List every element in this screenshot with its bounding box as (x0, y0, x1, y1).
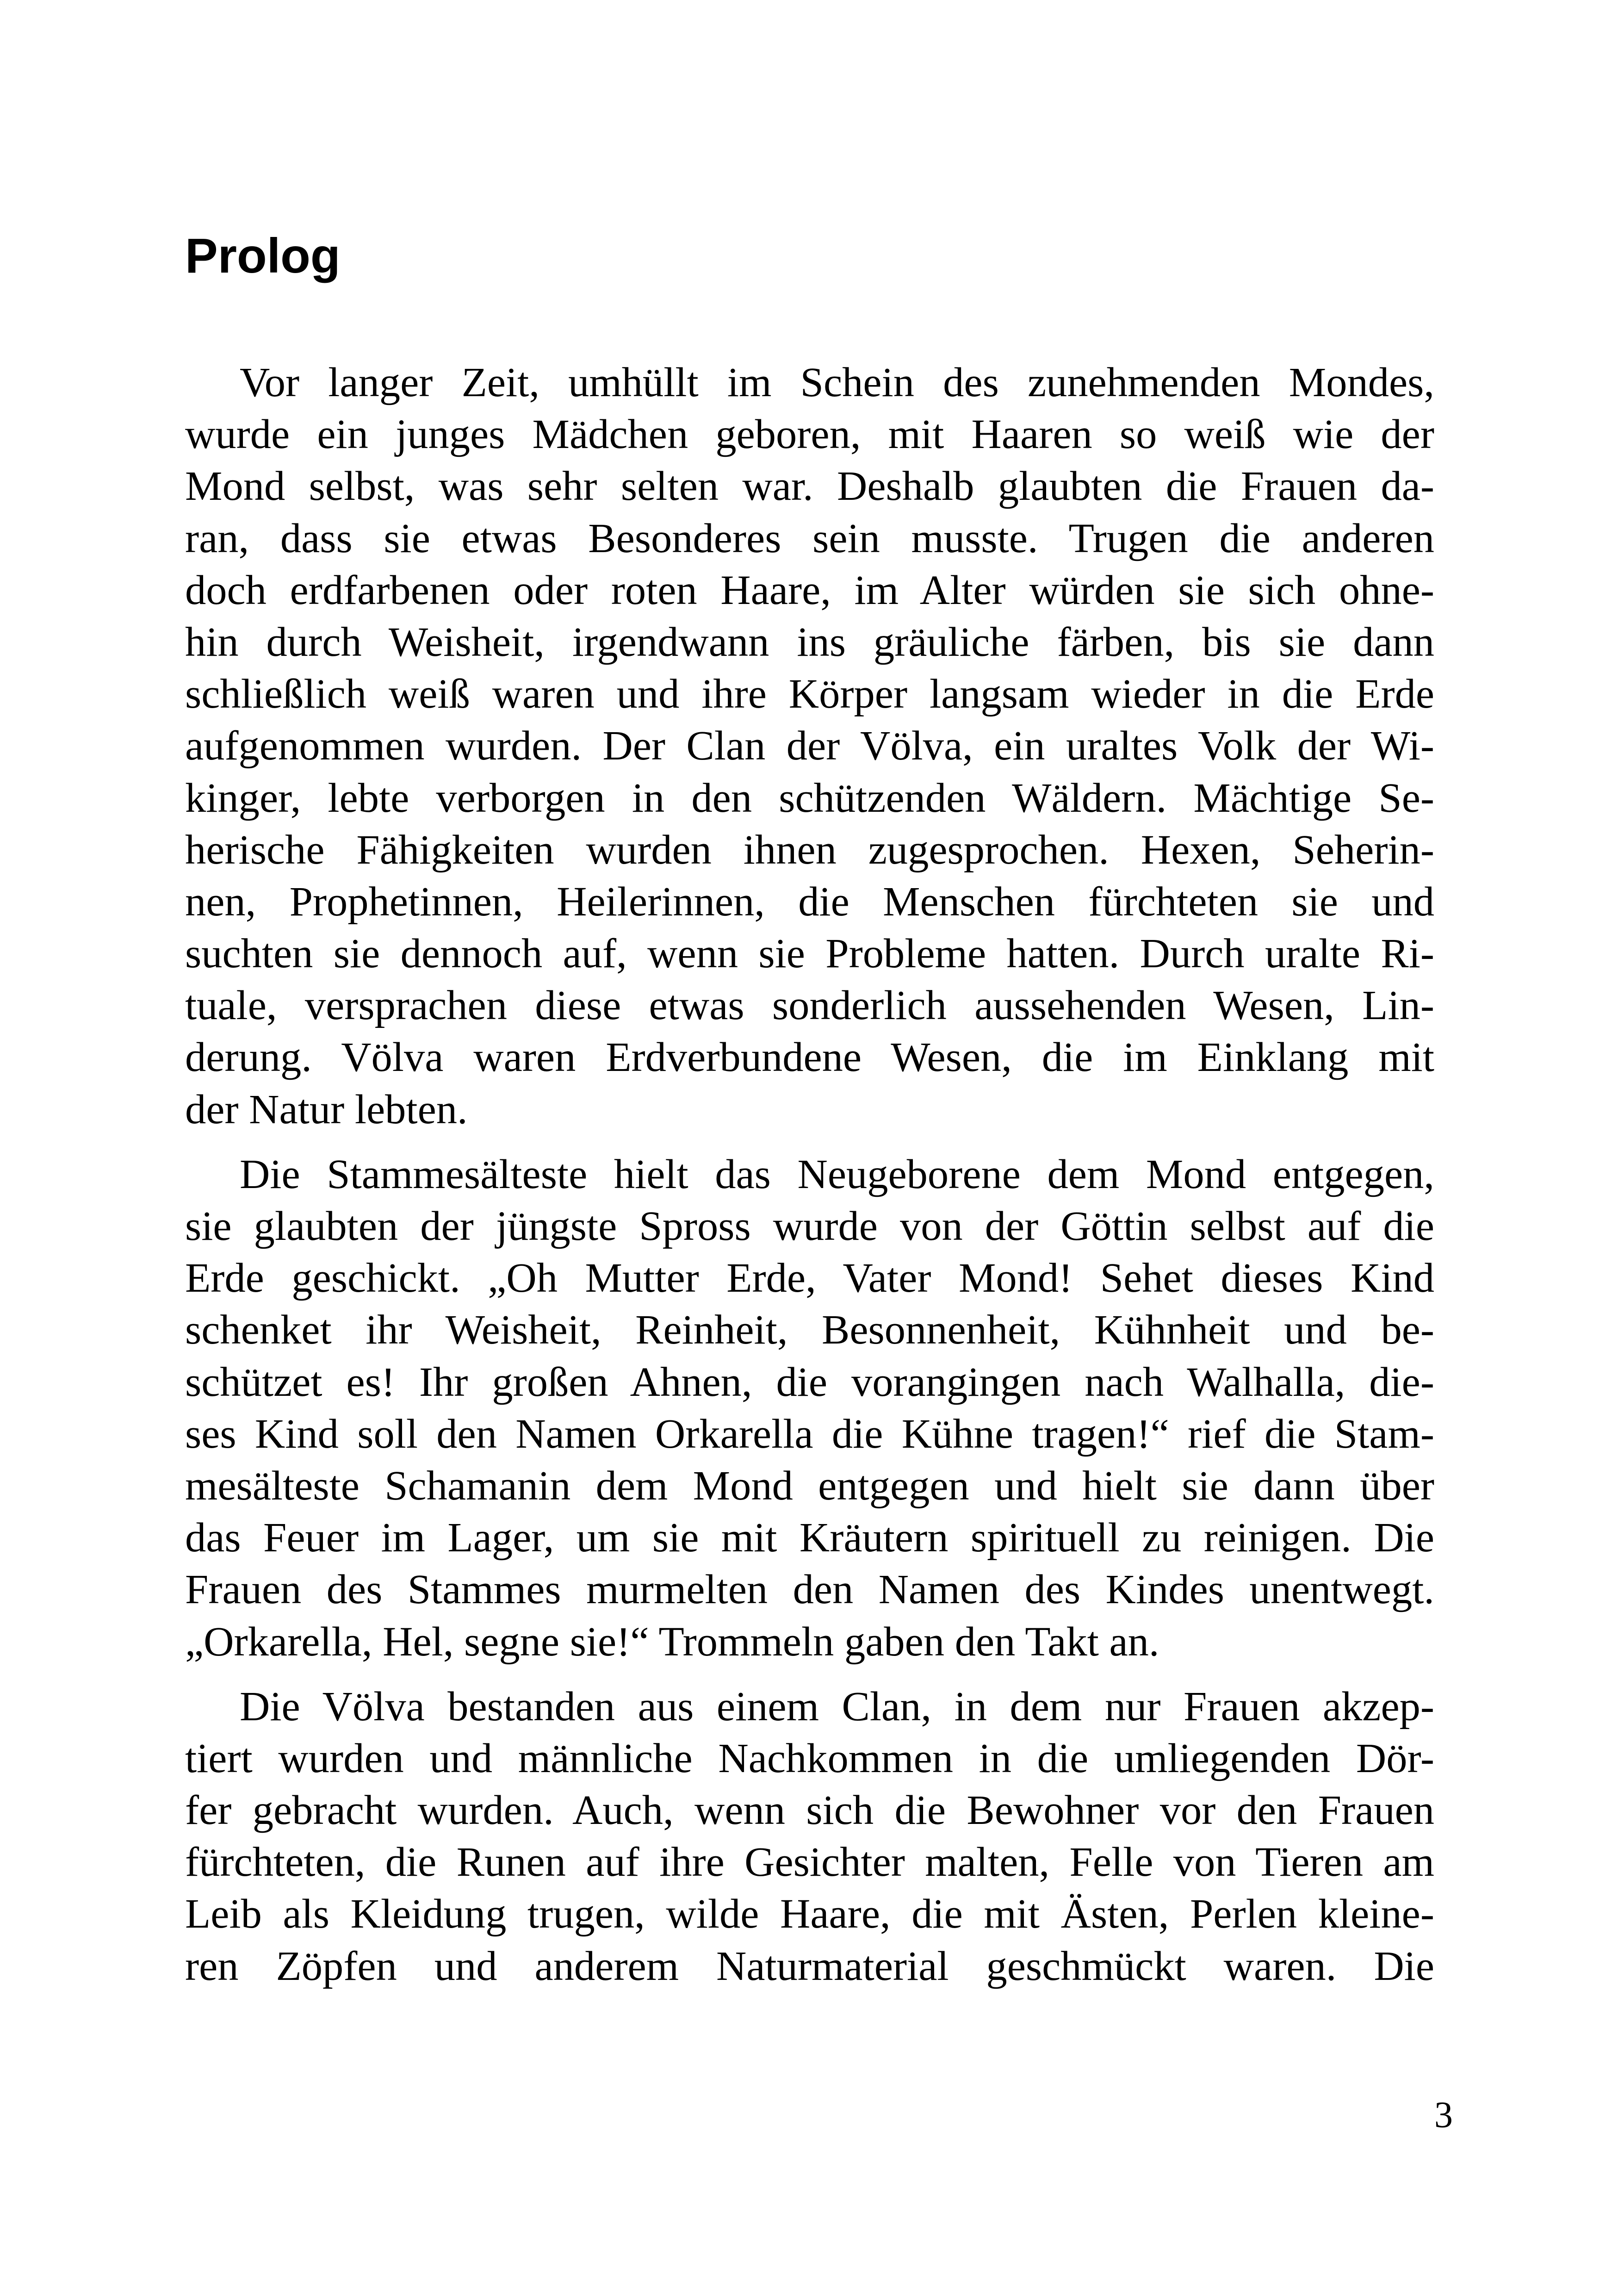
text-line: ren Zöpfen und anderem Naturmaterial geschmückt waren. Die (185, 1942, 1434, 1989)
text-line: ses Kind soll den Namen Orkarella die Kühne tragen!“ rief die Stam- (185, 1410, 1434, 1457)
text-line: tuale, versprachen diese etwas sonderlich aussehenden Wesen, Lin- (185, 982, 1434, 1029)
text-line: fer gebracht wurden. Auch, wenn sich die Bewohner vor den Frauen (185, 1786, 1434, 1834)
text-line: schenket ihr Weisheit, Reinheit, Besonnenheit, Kühnheit und be- (185, 1306, 1434, 1353)
text-line: tiert wurden und männliche Nachkommen in die umliegenden Dör- (185, 1734, 1434, 1781)
text-line: Die Völva bestanden aus einem Clan, in dem nur Frauen akzep- (240, 1682, 1434, 1730)
text-line: sie glaubten der jüngste Spross wurde von der Göttin selbst auf die (185, 1202, 1434, 1249)
text-line: herische Fähigkeiten wurden ihnen zugesprochen. Hexen, Seherin- (185, 826, 1434, 873)
paragraph (185, 1148, 1434, 1668)
chapter-title: Prolog (185, 229, 341, 283)
text-line: derung. Völva waren Erdverbundene Wesen, die im Einklang mit (185, 1033, 1434, 1081)
text-line: aufgenommen wurden. Der Clan der Völva, ein uraltes Volk der Wi- (185, 722, 1434, 769)
text-line: nen, Prophetinnen, Heilerinnen, die Menschen fürchteten sie und (185, 877, 1434, 925)
page-number: 3 (1434, 2095, 1453, 2135)
text-line: doch erdfarbenen oder roten Haare, im Alter würden sie sich ohne- (185, 566, 1434, 613)
text-line: suchten sie dennoch auf, wenn sie Probleme hatten. Durch uralte Ri- (185, 930, 1434, 977)
text-line: Frauen des Stammes murmelten den Namen des Kindes unentwegt. (185, 1566, 1434, 1613)
text-line: Vor langer Zeit, umhüllt im Schein des zunehmenden Mondes, (240, 359, 1434, 405)
text-line: wurde ein junges Mädchen geboren, mit Haaren so weiß wie der (185, 411, 1434, 458)
body-text (185, 356, 1434, 2005)
text-line: Mond selbst, was sehr selten war. Deshalb glaubten die Frauen da- (185, 462, 1434, 510)
text-line: schließlich weiß waren und ihre Körper langsam wieder in die Erde (185, 670, 1434, 717)
text-line: Erde geschickt. „Oh Mutter Erde, Vater Mond! Sehet dieses Kind (185, 1254, 1434, 1301)
text-line: das Feuer im Lager, um sie mit Kräutern spirituell zu reinigen. Die (185, 1514, 1434, 1561)
text-line: mesälteste Schamanin dem Mond entgegen und hielt sie dann über (185, 1462, 1434, 1509)
text-line: Leib als Kleidung trugen, wilde Haare, die mit Ästen, Perlen kleine- (185, 1890, 1434, 1937)
text-line: kinger, lebte verborgen in den schützenden Wäldern. Mächtige Se- (185, 774, 1434, 821)
text-line: schützet es! Ihr großen Ahnen, die vorangingen nach Walhalla, die- (185, 1358, 1434, 1405)
text-line: hin durch Weisheit, irgendwann ins gräuliche färben, bis sie dann (185, 618, 1434, 665)
text-line: „Orkarella, Hel, segne sie!“ Trommeln gaben den Takt an. (185, 1618, 1159, 1665)
text-line: ran, dass sie etwas Besonderes sein musste. Trugen die anderen (185, 514, 1434, 561)
text-line: der Natur lebten. (185, 1085, 468, 1132)
paragraph (185, 356, 1434, 1135)
text-line: fürchteten, die Runen auf ihre Gesichter malten, Felle von Tieren am (185, 1838, 1434, 1885)
paragraph (185, 1680, 1434, 1992)
text-line: Die Stammesälteste hielt das Neugeborene dem Mond entgegen, (240, 1150, 1434, 1197)
